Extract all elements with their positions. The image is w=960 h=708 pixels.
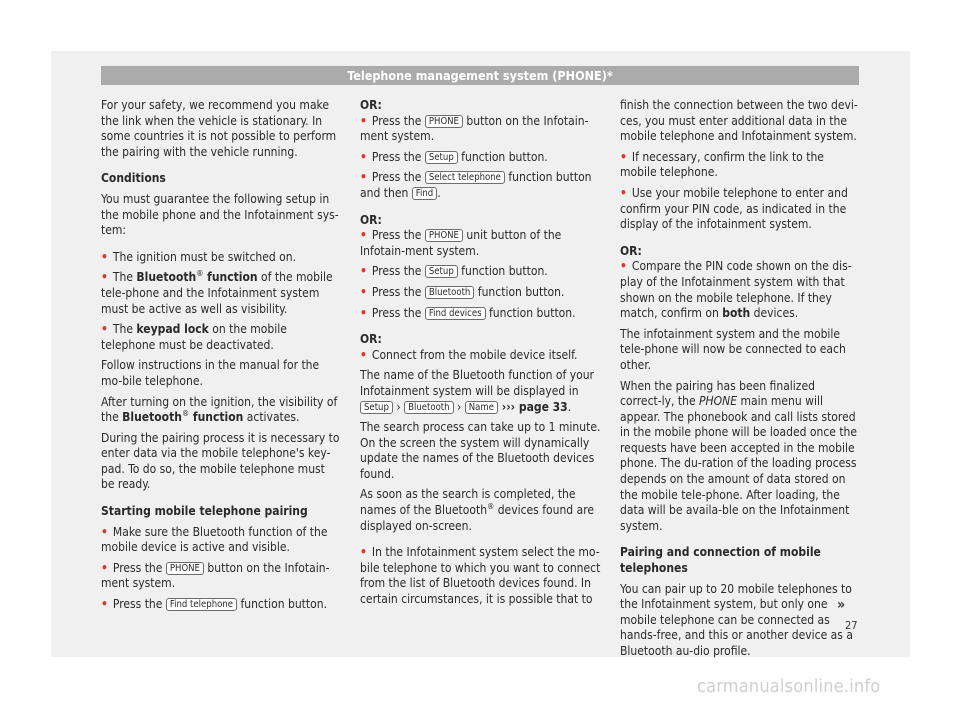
page-number: 27 (845, 619, 858, 632)
watermark: carmanualsonline.info (697, 676, 881, 697)
paragraph: For your safety, we recommend you make the link when the vehicle is stationary. In some countries it is not possible to perform the pairing with the vehicle running. (101, 98, 337, 159)
paragraph: You can pair up to 20 mobile telephones to the Infotainment system, but only one mobile telephone can be connected as hands-free, and this or another device as a Bluetooth au-dio profile. (620, 581, 853, 658)
bullet-item: • Press the Select telephone function button and then Find . (360, 170, 602, 201)
phone-key: PHONE (166, 562, 204, 575)
phone-key: PHONE (425, 115, 463, 128)
bullet-item: • If necessary, confirm the link to the mobile telephone. (620, 150, 860, 181)
paragraph: After turning on the ignition, the visibility of the Bluetooth® function activates. (101, 394, 338, 425)
find-telephone-key: Find telephone (166, 598, 237, 611)
or-label: OR: (360, 332, 382, 347)
bluetooth-key: Bluetooth (404, 401, 454, 414)
bullet-item: • Press the PHONE button on the Infotain-ment system. (101, 561, 341, 592)
pairing-connection-heading: Pairing and connection of mobile telephones (620, 545, 821, 576)
name-key: Name (465, 401, 498, 414)
column-2 (360, 98, 602, 613)
paragraph: Follow instructions in the manual for the mo-bile telephone. (101, 358, 320, 388)
bullet-item: • The Bluetooth® function of the mobile tele-phone and the Infotainment system must be active as well as visibility. (101, 270, 341, 317)
or-label: OR: (620, 243, 642, 258)
bullet-item: • Press the Find telephone function button. (101, 597, 341, 613)
select-telephone-key: Select telephone (425, 171, 505, 184)
bullet-item: • Compare the PIN code shown on the dis-play of the Infotainment system with that shown on the mobile telephone. If they match, confirm on both devices. (620, 259, 860, 321)
setup-key: Setup (425, 265, 458, 278)
find-devices-key: Find devices (425, 307, 486, 320)
column-3 (620, 98, 860, 665)
bluetooth-key: Bluetooth (425, 286, 475, 299)
bullet-item: • Make sure the Bluetooth function of the mobile device is active and visible. (101, 525, 341, 556)
starting-pairing-heading: Starting mobile telephone pairing (101, 504, 308, 519)
setup-key: Setup (360, 401, 393, 414)
paragraph: The name of the Bluetooth function of your Infotainment system will be displayed in Setup › Bluetooth › Name ››› page 33. (360, 368, 594, 414)
bullet-item: • Press the Bluetooth function button. (360, 285, 602, 301)
bullet-item: • Press the Setup function button. (360, 150, 602, 166)
page-header: Telephone management system (PHONE)* (101, 66, 859, 85)
bullet-item: • Press the Find devices function button. (360, 306, 602, 322)
column-1 (101, 98, 341, 618)
setup-key: Setup (425, 151, 458, 164)
bullet-item: • Press the PHONE button on the Infotain-ment system. (360, 114, 602, 145)
bullet-item: • Press the Setup function button. (360, 264, 602, 280)
paragraph: During the pairing process it is necessary to enter data via the mobile telephone's key-pad. To do so, the mobile telephone must be ready. (101, 430, 340, 492)
paragraph: When the pairing has been finalized correct-ly, the PHONE main menu will appear. The phonebook and call lists stored in the mobile phone will be loaded once the requests have been accepted in the mobile phone. The du-ration of the loading process depends on the amount of data stored on the mobile tele-phone. After loading, the data will be availa-ble on the Infotainment system. (620, 378, 858, 533)
or-label: OR: (360, 98, 382, 112)
continued-marker: » (837, 597, 846, 613)
paragraph: You must guarantee the following setup in the mobile phone and the Infotainment sys-tem: (101, 191, 339, 238)
paragraph: The infotainment system and the mobile tele-phone will now be connected to each other. (620, 326, 846, 372)
conditions-heading: Conditions (101, 171, 166, 186)
paragraph: As soon as the search is completed, the names of the Bluetooth® devices found are displayed on-screen. (360, 487, 595, 533)
bullet-item: • The keypad lock on the mobile telephone must be deactivated. (101, 322, 341, 353)
bullet-item: • Press the PHONE unit button of the Infotain-ment system. (360, 228, 602, 259)
paragraph: The search process can take up to 1 minute. On the screen the system will dynamically update the names of the Bluetooth devices found. (360, 420, 601, 481)
bullet-item: • Connect from the mobile device itself. (360, 348, 602, 364)
or-label: OR: (360, 212, 382, 227)
find-key: Find (412, 187, 437, 200)
phone-key: PHONE (425, 229, 463, 242)
paragraph: finish the connection between the two devi-ces, you must enter additional data in the mobile telephone and Infotainment system. (620, 98, 858, 144)
page-reference[interactable]: ››› page 33 (497, 399, 568, 414)
bullet-item: • The ignition must be switched on. (101, 250, 341, 266)
bullet-item: • In the Infotainment system select the mo-bile telephone to which you want to connect from the list of Bluetooth devices found. In certain circumstances, it is possible that to (360, 545, 602, 607)
bullet-item: • Use your mobile telephone to enter and confirm your PIN code, as indicated in the display of the infotainment system. (620, 186, 860, 233)
